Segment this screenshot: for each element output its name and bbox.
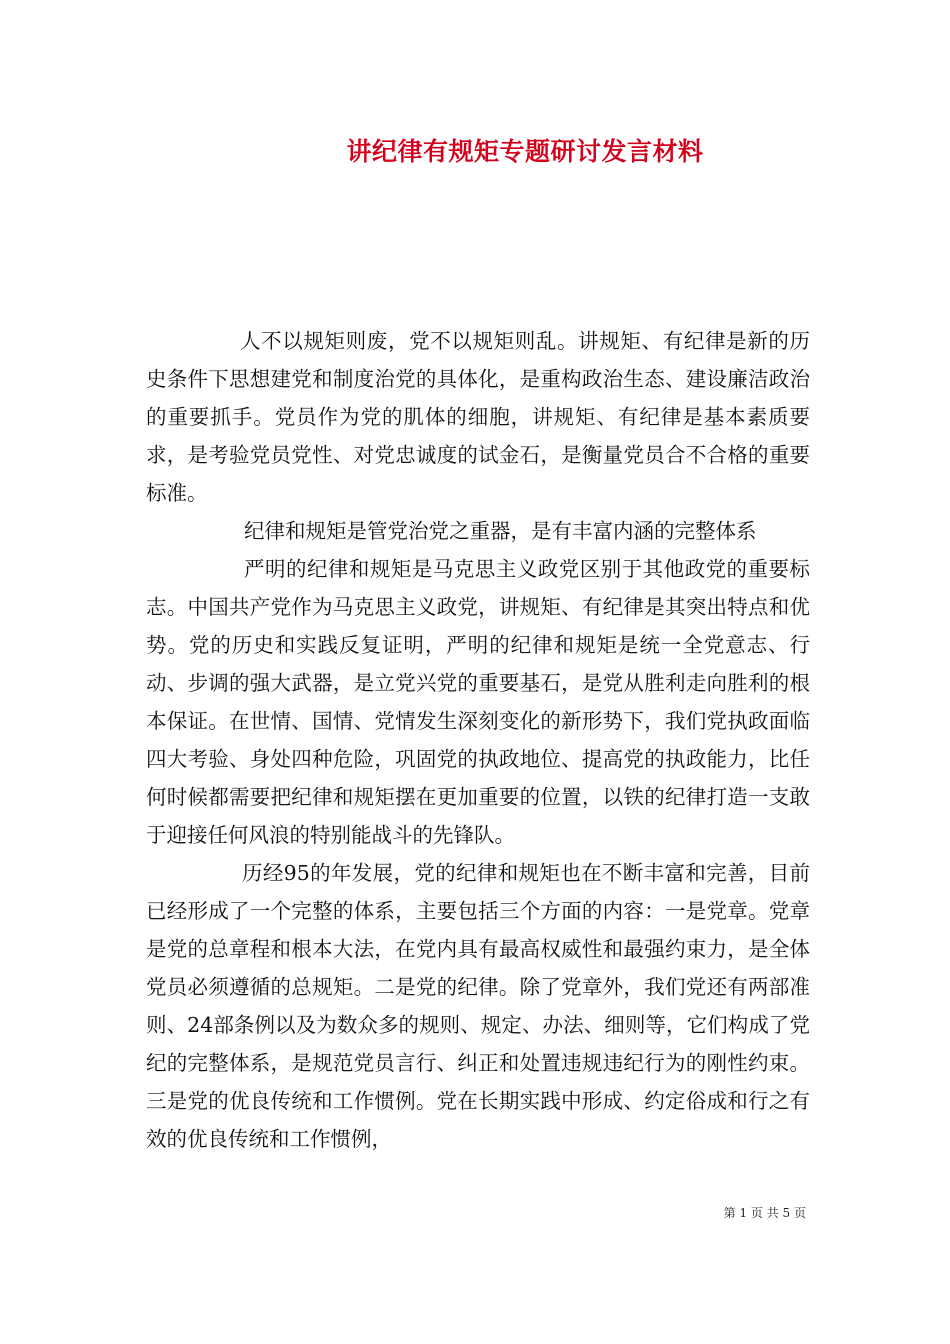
paragraph-discipline-importance: 严明的纪律和规矩是马克思主义政党区别于其他政党的重要标志。中国共产党作为马克思主义政党，讲规矩、有纪律是其突出特点和优势。党的历史和实践反复证明，严明的纪律和规矩是统一全党意志、行动、步调的强大武器，是立党兴党的重要基石，是党从胜利走向胜利的根本保证。在世情、国情、党情发生深刻变化的新形势下，我们党执政面临四大考验、身处四种危险，巩固党的执政地位、提高党的执政能力，比任何时候都需要把纪律和规矩摆在更加重要的位置，以铁的纪律打造一支敢于迎接任何风浪的特别能战斗的先锋队。 [146, 557, 810, 847]
document-title: 讲纪律有规矩专题研讨发言材料 [346, 137, 704, 166]
document-body [146, 322, 810, 1158]
page-footer: 第 1 页 共 5 页 [723, 1206, 806, 1220]
paragraph-intro: 人不以规矩则废，党不以规矩则乱。讲规矩、有纪律是新的历史条件下思想建党和制度治党的具体化，是重构政治生态、建设廉洁政治的重要抓手。党员作为党的肌体的细胞，讲规矩、有纪律是基本素质要求，是考验党员党性、对党忠诚度的试金石，是衡量党员合不合格的重要标准。 [146, 329, 810, 505]
section-heading: 纪律和规矩是管党治党之重器，是有丰富内涵的完整体系 [244, 519, 757, 543]
paragraph-discipline-system: 历经95的年发展，党的纪律和规矩也在不断丰富和完善，目前已经形成了一个完整的体系，主要包括三个方面的内容：一是党章。党章是党的总章程和根本大法，在党内具有最高权威性和最强约束力，是全体党员必须遵循的总规矩。二是党的纪律。除了党章外，我们党还有两部准则、24部条例以及为数众多的规则、规定、办法、细则等，它们构成了党纪的完整体系，是规范党员言行、纠正和处置违规违纪行为的刚性约束。三是党的优良传统和工作惯例。党在长期实践中形成、约定俗成和行之有效的优良传统和工作惯例， [146, 861, 810, 1151]
